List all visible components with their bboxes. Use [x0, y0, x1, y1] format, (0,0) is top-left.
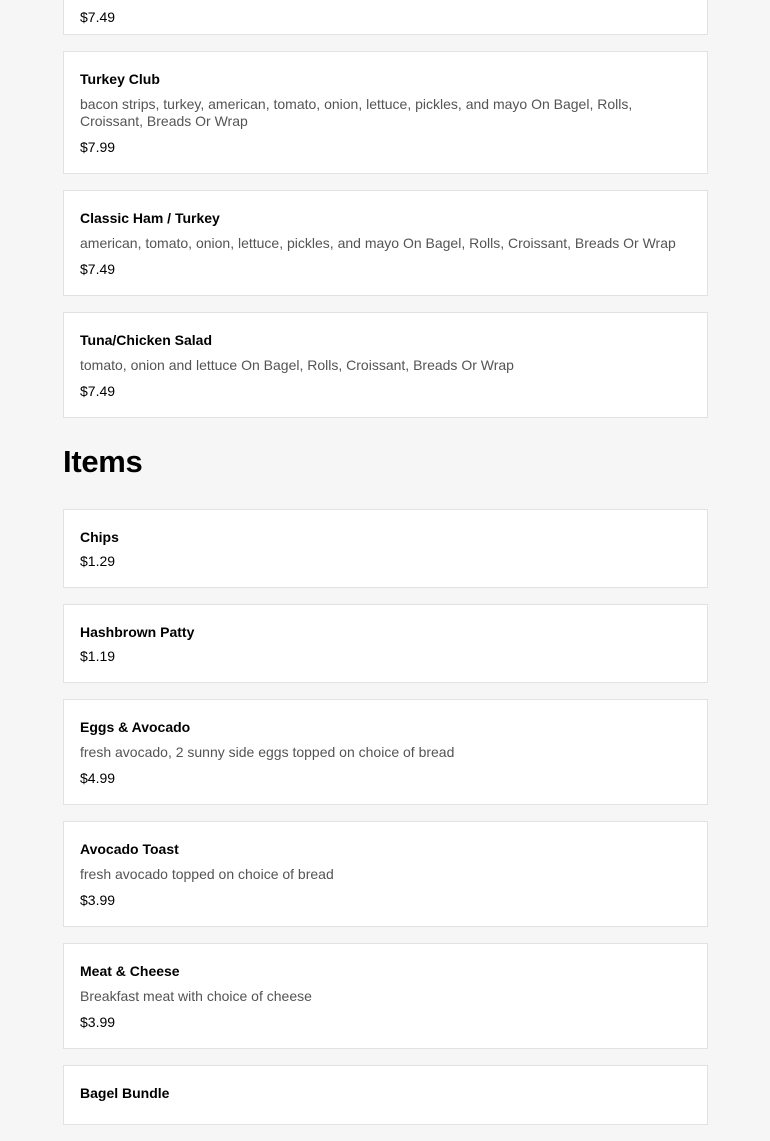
- menu-item-chips[interactable]: [63, 509, 708, 588]
- section-title-items: Items: [63, 444, 143, 479]
- item-price: $4.99: [80, 770, 116, 786]
- menu-item-hashbrown-patty[interactable]: [63, 604, 708, 683]
- item-description: tomato, onion and lettuce On Bagel, Rolls, Croissant, Breads Or Wrap: [80, 357, 514, 373]
- menu-item-classic-ham-turkey[interactable]: [63, 190, 708, 296]
- menu-item-turkey-club[interactable]: [63, 51, 708, 174]
- item-name: Turkey Club: [80, 71, 160, 87]
- item-description: bacon strips, turkey, american, tomato, onion, lettuce, pickles, and mayo On Bagel, Rolls, Croissant, Breads Or Wrap: [80, 96, 633, 129]
- menu-item-tuna-chicken-salad[interactable]: [63, 312, 708, 418]
- item-description: american, tomato, onion, lettuce, pickles, and mayo On Bagel, Rolls, Croissant, Breads Or Wrap: [80, 235, 676, 251]
- item-price: $1.29: [80, 553, 116, 569]
- menu-item-meat-cheese[interactable]: [63, 943, 708, 1049]
- item-name: Tuna/Chicken Salad: [80, 332, 212, 348]
- item-name: Eggs & Avocado: [80, 719, 191, 735]
- item-price: $7.49: [80, 383, 116, 399]
- item-name: Avocado Toast: [80, 841, 179, 857]
- item-description: fresh avocado, 2 sunny side eggs topped on choice of bread: [80, 744, 455, 760]
- menu-item-avocado-toast[interactable]: [63, 821, 708, 927]
- menu-item-eggs-avocado[interactable]: [63, 699, 708, 805]
- item-price: $7.49: [80, 9, 116, 25]
- menu-column: [63, 0, 708, 1141]
- item-name: Chips: [80, 529, 119, 545]
- item-description: Breakfast meat with choice of cheese: [80, 988, 312, 1004]
- item-price: $3.99: [80, 892, 116, 908]
- item-name: Classic Ham / Turkey: [80, 210, 220, 226]
- item-description: fresh avocado topped on choice of bread: [80, 866, 334, 882]
- item-price: $3.99: [80, 1014, 116, 1030]
- item-price: $7.99: [80, 139, 116, 155]
- item-name: Bagel Bundle: [80, 1085, 170, 1101]
- item-price: $1.19: [80, 648, 116, 664]
- item-name: Meat & Cheese: [80, 963, 180, 979]
- item-price: $7.49: [80, 261, 116, 277]
- menu-item-bagel-bundle[interactable]: [63, 1065, 708, 1125]
- item-name: Hashbrown Patty: [80, 624, 195, 640]
- menu-item-card[interactable]: [63, 0, 708, 35]
